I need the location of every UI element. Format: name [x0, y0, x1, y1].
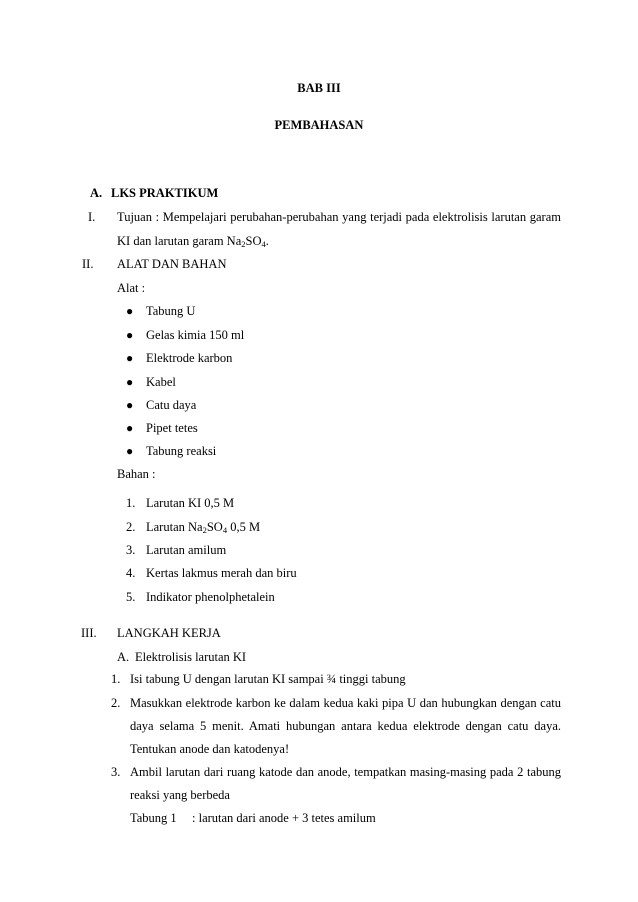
bullet-icon: ●	[126, 304, 134, 318]
step-number: 2.	[111, 696, 121, 710]
step-text: reaksi yang berbeda	[130, 788, 230, 802]
step-text: Isi tabung U dengan larutan KI sampai ¾ tinggi tabung	[130, 672, 406, 686]
bahan-number: 1.	[126, 496, 136, 510]
alat-item: Tabung U	[146, 304, 196, 318]
chapter-title: PEMBAHASAN	[274, 118, 364, 132]
tabung-text: : larutan dari anode + 3 tetes amilum	[192, 811, 376, 825]
tujuan-marker: I.	[88, 210, 96, 224]
bahan-number: 5.	[126, 590, 136, 604]
bullet-icon: ●	[126, 375, 134, 389]
tabung-label: Tabung 1	[130, 811, 177, 825]
section-a-title: LKS PRAKTIKUM	[111, 186, 219, 200]
tujuan-line-2: KI dan larutan garam $Na_2SO_4$.	[117, 234, 269, 249]
alat-item: Tabung reaksi	[146, 444, 217, 458]
bullet-icon: ●	[126, 351, 134, 365]
bahan-number: 4.	[126, 566, 136, 580]
section-a-marker: A.	[90, 186, 103, 200]
bahan-number: 3.	[126, 543, 136, 557]
step-number: 1.	[111, 672, 121, 686]
step-text: daya selama 5 menit. Amati hubungan antara kedua elektrode dengan catu daya.	[130, 719, 561, 733]
langkah-title: LANGKAH KERJA	[117, 626, 221, 640]
langkah-sub-marker: A.	[117, 650, 130, 664]
bahan-item: Indikator phenolphetalein	[146, 590, 275, 604]
step-number: 3.	[111, 765, 121, 779]
langkah-sub-title: Elektrolisis larutan KI	[135, 650, 247, 664]
bahan-item: Kertas lakmus merah dan biru	[146, 566, 297, 580]
alat-item: Catu daya	[146, 398, 197, 412]
bahan-item: Larutan amilum	[146, 543, 227, 557]
step-text: Tentukan anode dan katodenya!	[130, 742, 290, 756]
tujuan-line-1: Tujuan : Mempelajari perubahan-perubahan yang terjadi pada elektrolisis larutan garam	[117, 210, 561, 224]
bullet-icon: ●	[126, 398, 134, 412]
bullet-icon: ●	[126, 328, 134, 342]
langkah-marker: III.	[81, 626, 97, 640]
bahan-item: Larutan KI 0,5 M	[146, 496, 235, 510]
bahan-number: 2.	[126, 520, 136, 534]
alat-item: Elektrode karbon	[146, 351, 233, 365]
step-text: Masukkan elektrode karbon ke dalam kedua kaki pipa U dan hubungkan dengan catu	[130, 696, 561, 710]
bahan-item: Larutan $Na_2SO_4$ 0,5 M	[146, 520, 261, 535]
alat-bahan-title: ALAT DAN BAHAN	[117, 257, 227, 271]
bullet-icon: ●	[126, 444, 134, 458]
alat-label: Alat :	[117, 281, 146, 295]
alat-item: Pipet tetes	[146, 421, 198, 435]
alat-bahan-marker: II.	[82, 257, 94, 271]
alat-item: Kabel	[146, 375, 176, 389]
chapter-heading: BAB III	[297, 81, 341, 95]
alat-item: Gelas kimia 150 ml	[146, 328, 245, 342]
step-text: Ambil larutan dari ruang katode dan anode, tempatkan masing-masing pada 2 tabung	[130, 765, 561, 779]
bullet-icon: ●	[126, 421, 134, 435]
bahan-label: Bahan :	[117, 467, 156, 481]
